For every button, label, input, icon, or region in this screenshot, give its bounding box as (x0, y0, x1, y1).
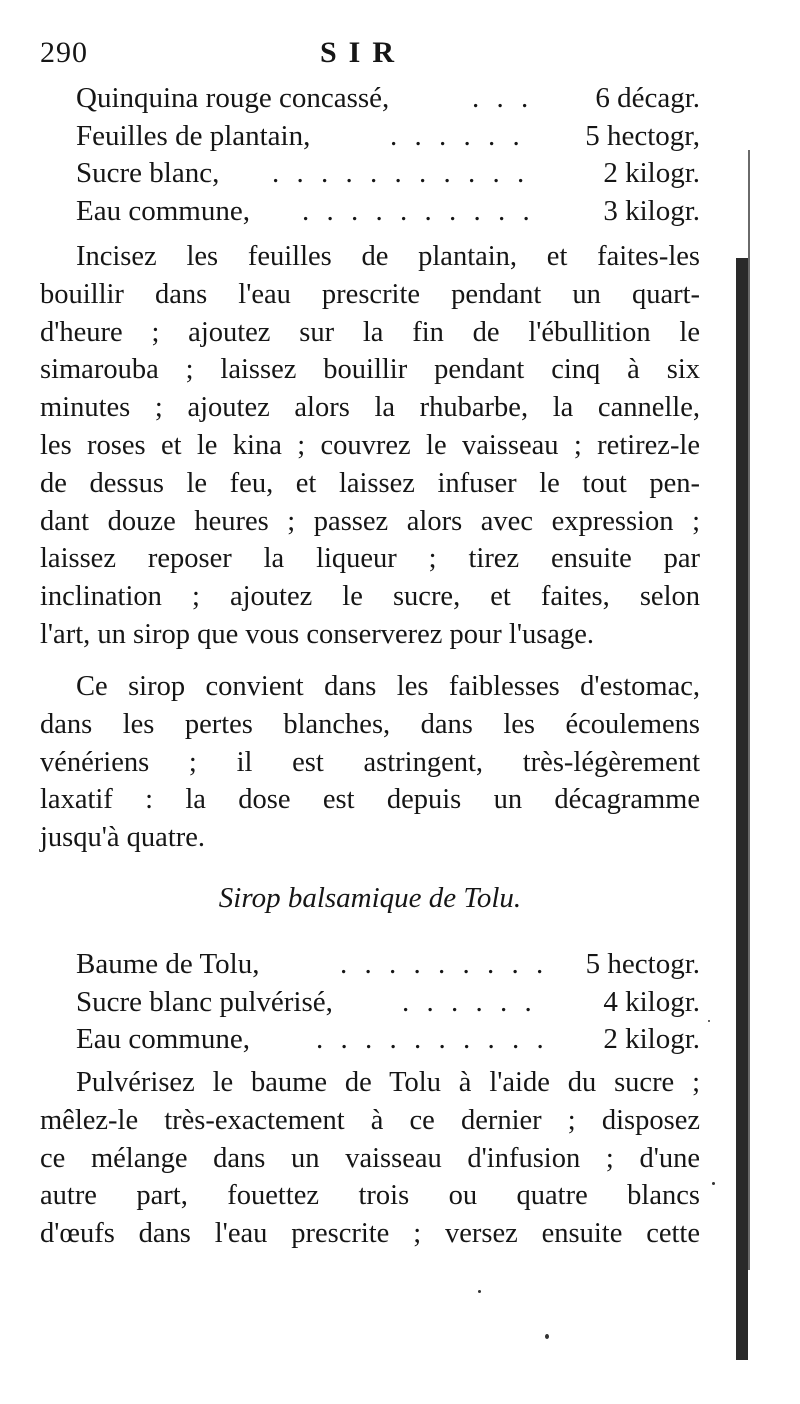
ingredient-row (40, 984, 700, 1022)
text-line: d'heure ; ajoutez sur la fin de l'ébullition le (40, 316, 700, 348)
text-line: inclination ; ajoutez le sucre, et faites, selon (40, 581, 700, 613)
ingredient-quantity: 2 kilogr. (603, 157, 700, 189)
instructions-paragraph (40, 238, 700, 654)
text-line: les roses et le kina ; couvrez le vaisseau ; retirez-le (40, 429, 700, 461)
text-line: vénériens ; il est astringent, très-légèrement (40, 746, 700, 778)
leader-dots: . . . . . . . . . . . (272, 157, 530, 189)
ingredient-row (40, 155, 700, 193)
text-line: Pulvérisez le baume de Tolu à l'aide du sucre ; (76, 1067, 700, 1098)
usage-paragraph (40, 668, 700, 857)
ingredient-list-2 (40, 946, 700, 1059)
text-line: autre part, fouettez trois ou quatre blancs (40, 1180, 700, 1212)
page-number: 290 (40, 36, 88, 69)
ingredient-row (40, 193, 700, 231)
ingredient-name: Eau commune, (76, 1023, 250, 1055)
ingredient-quantity: 6 décagr. (595, 82, 700, 114)
scan-edge-line (748, 150, 750, 1270)
text-line: laxatif : la dose est depuis un décagramme (40, 784, 700, 816)
scan-edge-bar (736, 258, 748, 1360)
ingredient-list-1 (40, 80, 700, 230)
ingredient-quantity: 5 hectogr. (585, 948, 700, 980)
text-line: l'art, un sirop que vous conserverez pour l'usage. (40, 618, 594, 650)
scan-speck (712, 1182, 715, 1185)
ingredient-row (40, 946, 700, 984)
text-line: d'œufs dans l'eau prescrite ; versez ensuite cette (40, 1218, 700, 1250)
ingredient-name: Sucre blanc pulvérisé, (76, 985, 333, 1018)
text-line: laissez reposer la liqueur ; tirez ensuite par (40, 543, 700, 575)
text-line: Incisez les feuilles de plantain, et faites-les (76, 241, 700, 272)
ingredient-name: Sucre blanc, (76, 157, 220, 189)
ingredient-quantity: 4 kilogr. (603, 985, 700, 1018)
ingredient-name: Quinquina rouge concassé, (76, 82, 390, 114)
leader-dots: . . . . . . . . . (340, 948, 549, 980)
ingredient-name: Baume de Tolu, (76, 948, 260, 980)
ingredient-quantity: 2 kilogr. (603, 1023, 700, 1055)
ingredient-quantity: 3 kilogr. (603, 194, 700, 227)
leader-dots: . . . . . . (390, 119, 525, 152)
ingredient-row (40, 80, 700, 118)
page-header (40, 36, 700, 86)
ingredient-name: Feuilles de plantain, (76, 119, 311, 152)
text-line: simarouba ; laissez bouillir pendant cinq à six (40, 354, 700, 386)
ingredient-quantity: 5 hectogr, (585, 119, 700, 152)
leader-dots: . . . (472, 82, 534, 114)
recipe-title: Sirop balsamique de Tolu. (218, 882, 522, 914)
leader-dots: . . . . . . . . . . (316, 1023, 549, 1055)
text-line: ce mélange dans un vaisseau d'infusion ; d'une (40, 1142, 700, 1174)
text-line: dant douze heures ; passez alors avec expression ; (40, 505, 700, 537)
scan-speck (478, 1290, 481, 1293)
instructions-paragraph-2 (40, 1064, 700, 1253)
scan-speck (545, 1334, 549, 1339)
text-line: de dessus le feu, et laissez infuser le tout pen- (40, 467, 700, 499)
running-head: SIR (320, 36, 407, 69)
text-line: bouillir dans l'eau prescrite pendant un quart- (40, 278, 700, 310)
ingredient-name: Eau commune, (76, 194, 250, 227)
text-line: mêlez-le très-exactement à ce dernier ; disposez (40, 1104, 700, 1136)
ingredient-row (40, 118, 700, 156)
scan-speck (708, 1020, 710, 1022)
text-line: minutes ; ajoutez alors la rhubarbe, la cannelle, (40, 392, 700, 424)
text-line: dans les pertes blanches, dans les écoulemens (40, 708, 700, 740)
ingredient-row (40, 1021, 700, 1059)
leader-dots: . . . . . . . . . . (302, 194, 535, 227)
leader-dots: . . . . . . (402, 985, 537, 1018)
text-line: jusqu'à quatre. (40, 822, 206, 854)
text-line: Ce sirop convient dans les faiblesses d'estomac, (76, 671, 700, 702)
